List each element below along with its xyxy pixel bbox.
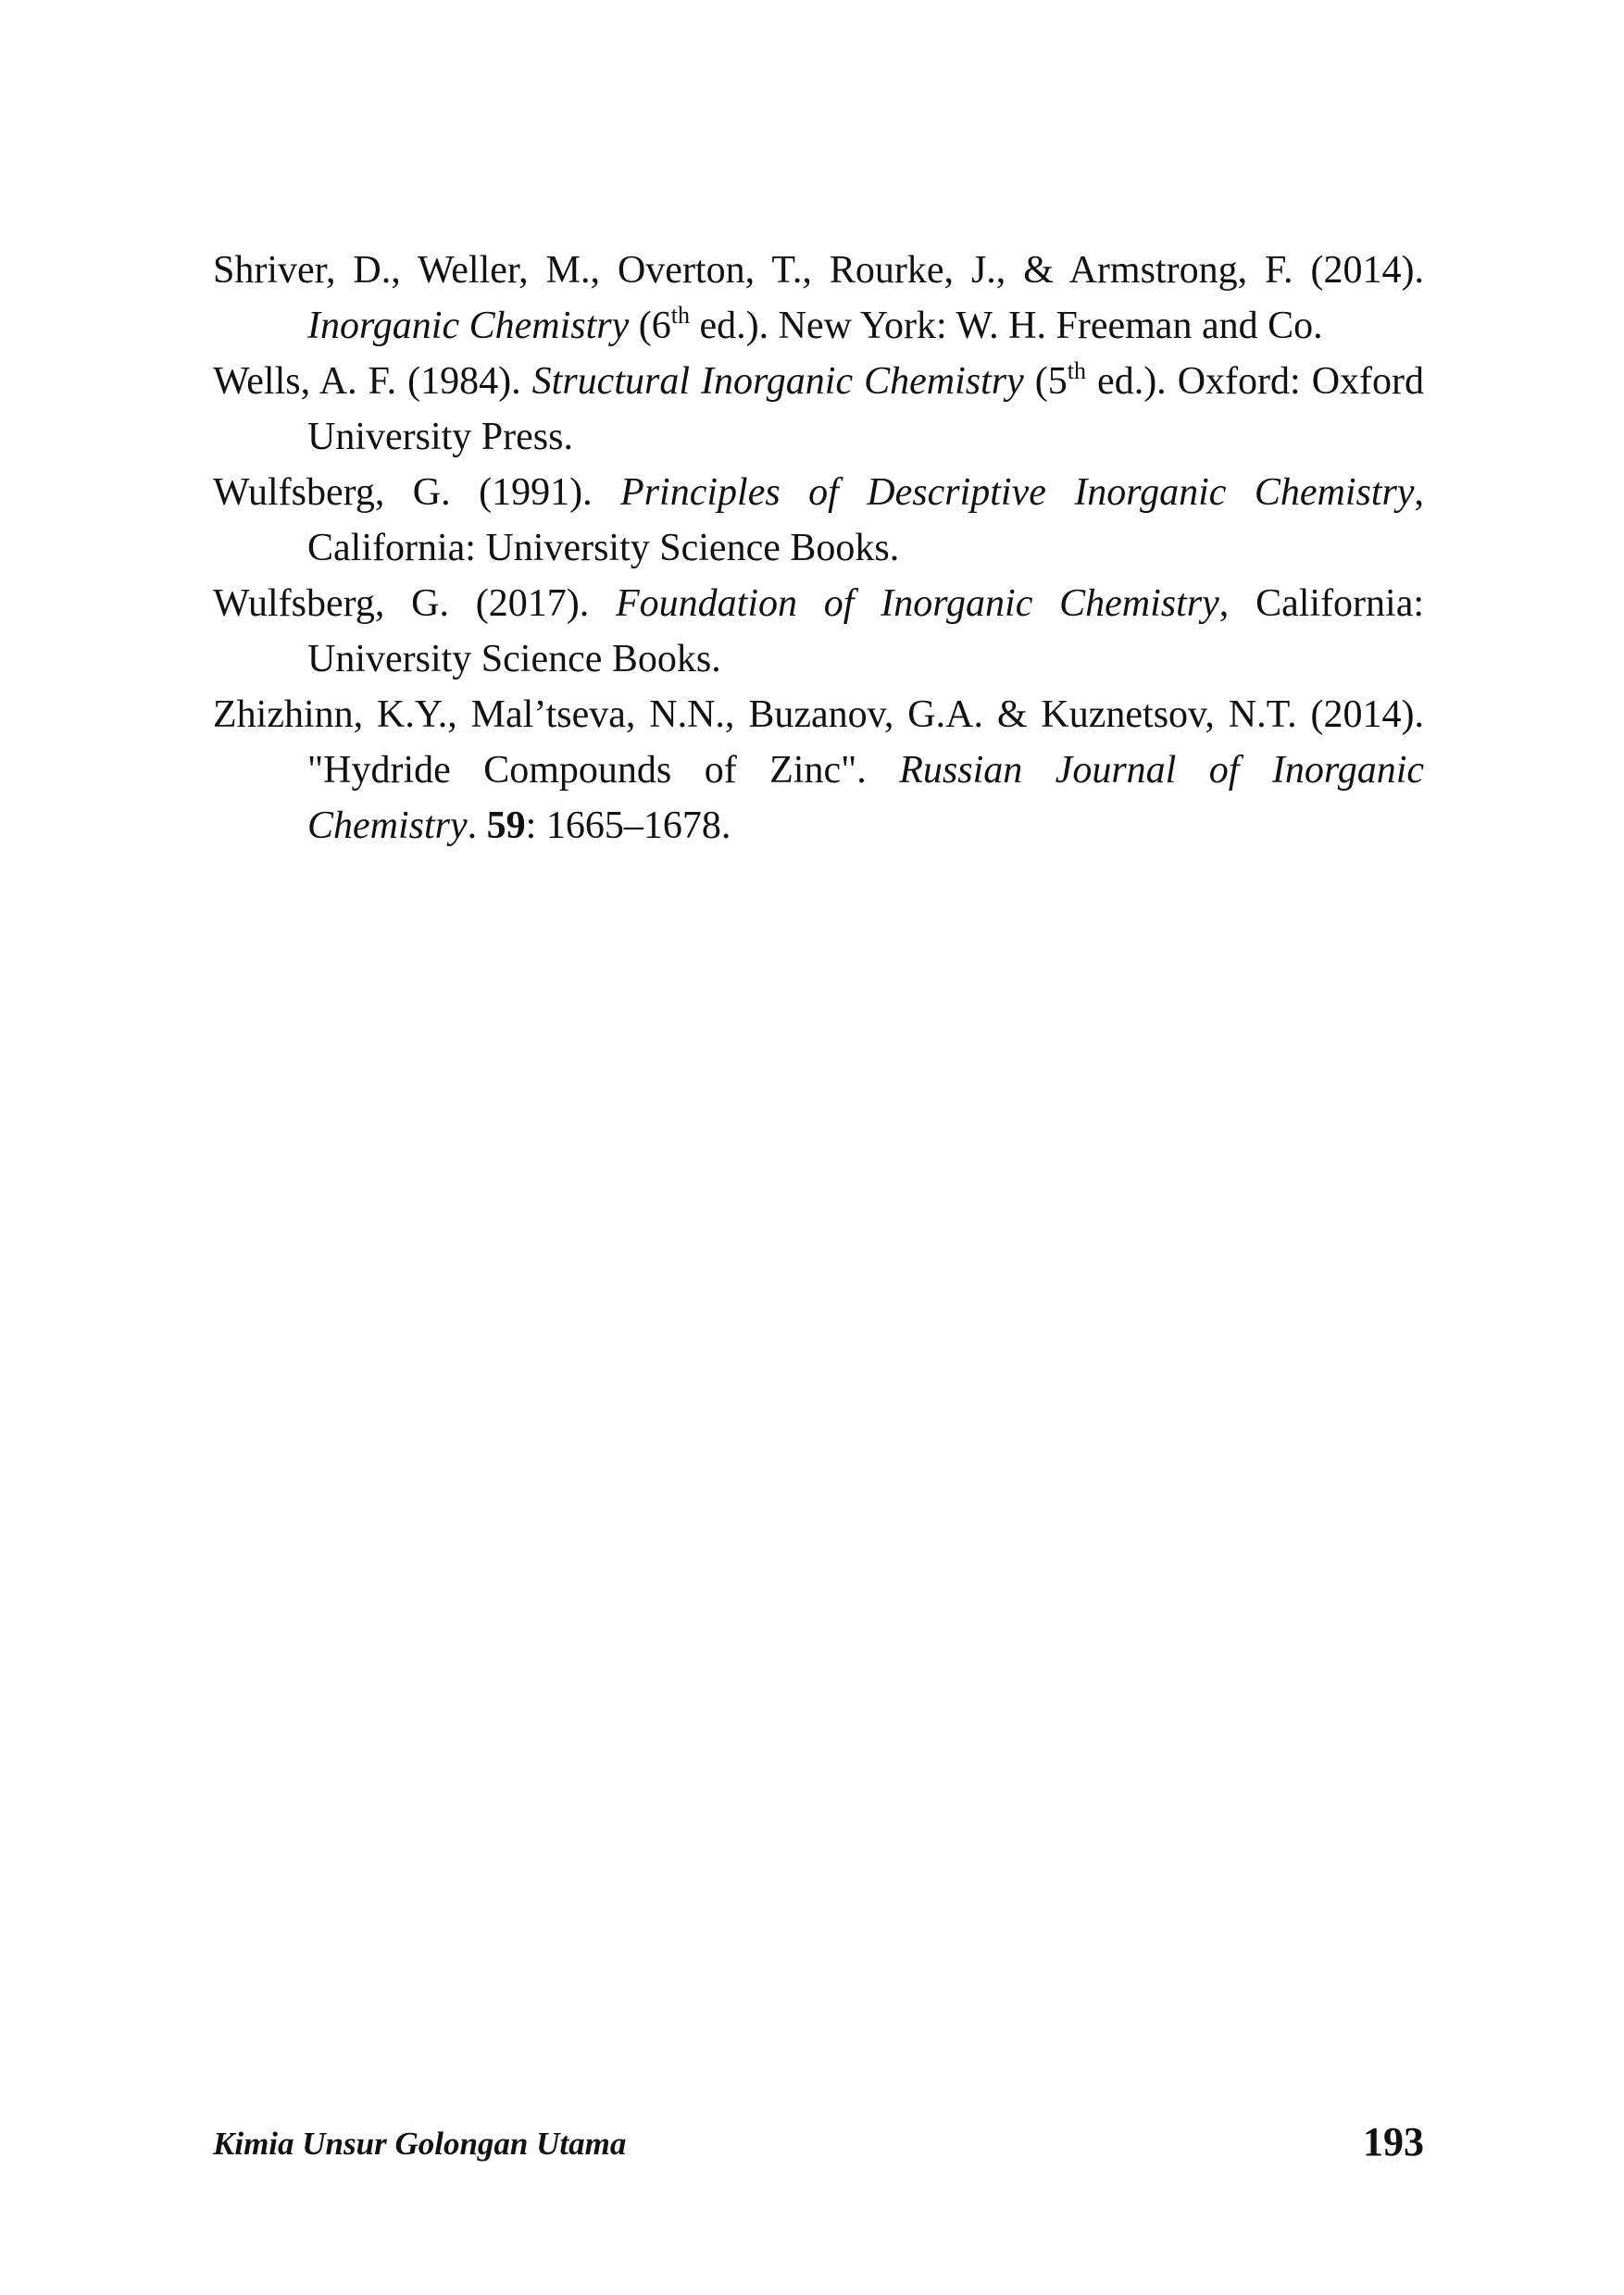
reference-edition-suffix: th: [1067, 357, 1087, 384]
reference-authors: Wells, A. F.: [213, 360, 397, 403]
reference-volume: 59: [486, 804, 526, 847]
reference-title: Foundation of Inorganic Chemistry: [616, 582, 1219, 625]
reference-year: (2014).: [1310, 249, 1425, 292]
reference-publisher: , California: University Science Books.: [307, 582, 1425, 680]
reference-journal-period: .: [467, 804, 478, 847]
reference-authors: Shriver, D., Weller, M., Overton, T., Rourke, J., & Armstrong, F.: [213, 249, 1293, 292]
reference-journal: Russian Journal of Inorganic Chemistry: [307, 749, 1424, 847]
reference-edition-suffix: th: [670, 302, 690, 329]
reference-edition-close: ed.).: [689, 305, 769, 347]
reference-list: [213, 243, 1424, 854]
footer-book-title: Kimia Unsur Golongan Utama: [213, 2126, 627, 2162]
reference-year: (1984).: [407, 360, 521, 403]
reference-entry-zhizhinn: [213, 687, 1424, 854]
page-number: 193: [1363, 2119, 1424, 2164]
reference-article-title: "Hydride Compounds of Zinc".: [307, 749, 867, 792]
reference-publisher: Oxford: Oxford University Press.: [307, 360, 1424, 458]
reference-authors: Wulfsberg, G.: [213, 471, 451, 514]
reference-edition-close: ed.).: [1086, 360, 1167, 403]
page-footer: [213, 2118, 1424, 2174]
reference-entry-wulfsberg-2017: [213, 576, 1424, 687]
reference-edition: (5: [1034, 360, 1068, 403]
reference-authors: Wulfsberg, G.: [213, 582, 449, 625]
reference-authors: Zhizhinn, K.Y., Mal’tseva, N.N., Buzanov, G.A. & Kuznetsov, N.T.: [213, 693, 1297, 736]
reference-year: (2014).: [1310, 693, 1424, 736]
reference-entry-shriver: [213, 243, 1424, 354]
reference-year: (2017).: [475, 582, 590, 625]
reference-edition: (6: [638, 305, 671, 347]
reference-publisher: , California: University Science Books.: [307, 471, 1425, 569]
reference-entry-wells: [213, 354, 1424, 465]
reference-pages: : 1665–1678.: [525, 804, 731, 847]
reference-publisher: New York: W. H. Freeman and Co.: [778, 305, 1323, 347]
reference-year: (1991).: [479, 471, 593, 514]
reference-title: Inorganic Chemistry: [307, 305, 630, 347]
reference-title: Principles of Descriptive Inorganic Chemistry: [620, 471, 1415, 514]
reference-title: Structural Inorganic Chemistry: [531, 360, 1024, 403]
reference-entry-wulfsberg-1991: [213, 465, 1424, 576]
